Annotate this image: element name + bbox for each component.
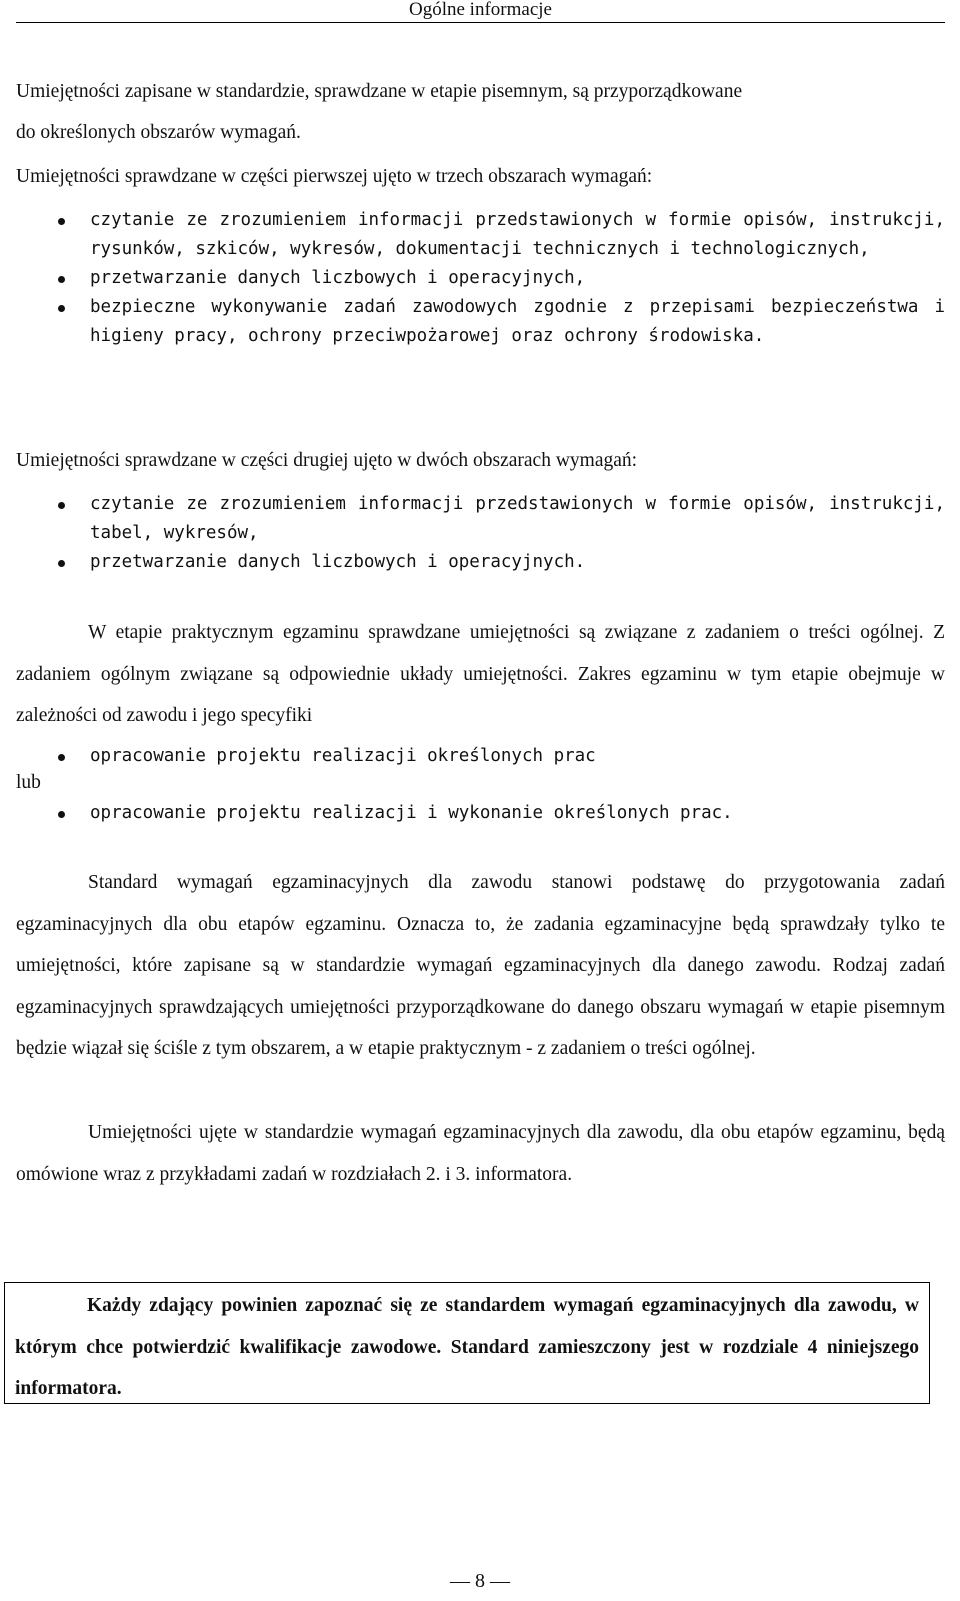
part2-heading: Umiejętności sprawdzane w części drugiej ujęto w dwóch obszarach wymagań:	[16, 450, 638, 471]
bullet-icon	[58, 754, 65, 761]
practical-list-1	[16, 742, 945, 771]
standard-paragraph-1: Standard wymagań egzaminacyjnych dla zawodu stanowi podstawę do przygotowania zadań egzaminacyjnych dla obu etapów egzaminu. Oznacza to, że zadania egzaminacyjne będą sprawdzały tylko te umiejętności, które zapisane są w standardzie wymagań egzaminacyjnych dla danego zawodu. Rodzaj zadań egzaminacyjnych sprawdzających umiejętności przyporządkowane do danego obszaru wymagań w etapie pisemnym będzie wiązał się ściśle z tym obszarem, a w etapie praktycznym - z zadaniem o treści ogólnej.	[16, 872, 945, 1059]
list-item: opracowanie projektu realizacji i wykonanie określonych prac.	[16, 799, 945, 828]
or-label: lub	[16, 772, 41, 793]
practical-list-2	[16, 799, 945, 828]
bullet-icon	[58, 811, 65, 818]
part1-list	[16, 206, 945, 351]
bullet-icon	[58, 276, 65, 283]
notice-text: Każdy zdający powinien zapoznać się ze standardem wymagań egzaminacyjnych dla zawodu, w którym chce potwierdzić kwalifikacje zawodowe. Standard zamieszczony jest w rozdziale 4 niniejszego informatora.	[15, 1295, 919, 1399]
list-item: bezpieczne wykonywanie zadań zawodowych zgodnie z przepisami bezpieczeństwa i higieny pracy, ochrony przeciwpożarowej oraz ochrony środowiska.	[16, 293, 945, 351]
list-item: czytanie ze zrozumieniem informacji przedstawionych w formie opisów, instrukcji, rysunków, szkiców, wykresów, dokumentacji technicznych i technologicznych,	[16, 206, 945, 264]
intro-line-2: do określonych obszarów wymagań.	[16, 122, 301, 143]
bullet-icon	[58, 305, 65, 312]
list-item: opracowanie projektu realizacji określonych prac	[16, 742, 945, 771]
practical-paragraph: W etapie praktycznym egzaminu sprawdzane umiejętności są związane z zadaniem o treści ogólnej. Z zadaniem ogólnym związane są odpowiednie układy umiejętności. Zakres egzaminu w tym etapie obejmuje w zależności od zawodu i jego specyfiki	[16, 622, 945, 726]
notice-box	[4, 1282, 930, 1404]
list-item: czytanie ze zrozumieniem informacji przedstawionych w formie opisów, instrukcji, tabel, wykresów,	[16, 490, 945, 548]
list-item: przetwarzanie danych liczbowych i operacyjnych,	[16, 264, 945, 293]
bullet-icon	[58, 560, 65, 567]
list-item: przetwarzanie danych liczbowych i operacyjnych.	[16, 548, 945, 577]
page-header: Ogólne informacje	[16, 0, 945, 23]
standard-paragraph-2: Umiejętności ujęte w standardzie wymagań egzaminacyjnych dla zawodu, dla obu etapów egzaminu, będą omówione wraz z przykładami zadań w rozdziałach 2. i 3. informatora.	[16, 1122, 945, 1185]
bullet-icon	[58, 502, 65, 509]
bullet-icon	[58, 218, 65, 225]
intro-line-1: Umiejętności zapisane w standardzie, sprawdzane w etapie pisemnym, są przyporządkowane	[16, 81, 743, 102]
part2-list	[16, 490, 945, 577]
page-number: — 8 —	[450, 1570, 510, 1592]
part1-heading: Umiejętności sprawdzane w części pierwszej ujęto w trzech obszarach wymagań:	[16, 166, 653, 187]
